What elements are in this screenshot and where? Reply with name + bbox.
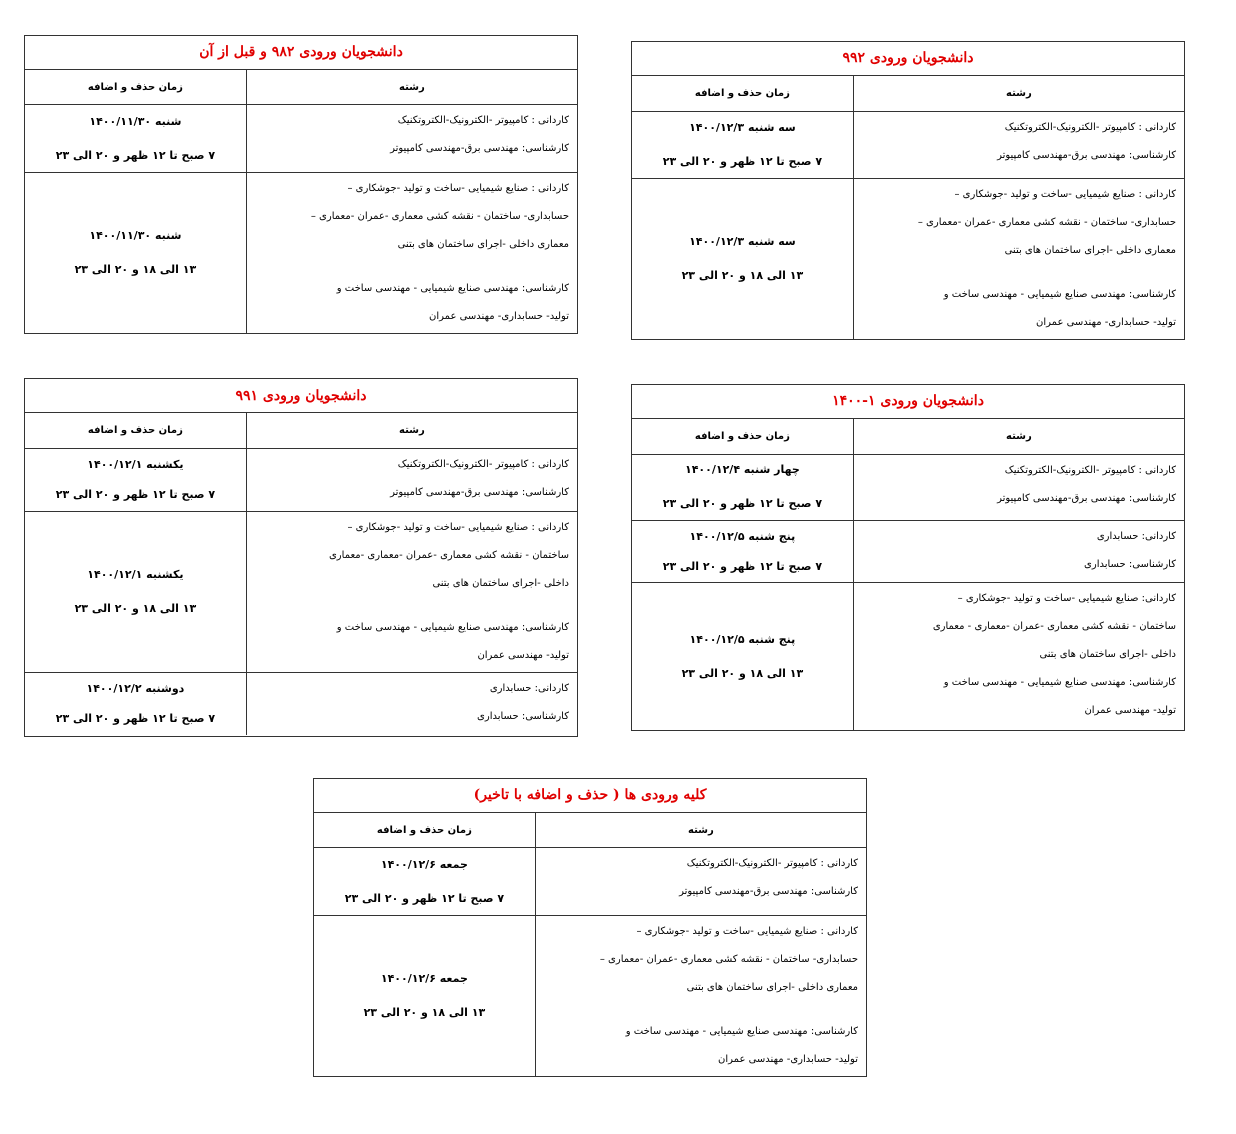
major-lines <box>854 112 1184 172</box>
header-time: زمان حذف و اضافه <box>694 430 790 442</box>
row-hours: ۷ صبح تا ۱۲ ظهر و ۲۰ الی ۲۳ <box>662 497 823 511</box>
table-row <box>25 512 577 673</box>
header-time: زمان حذف و اضافه <box>87 81 183 93</box>
row-hours: ۷ صبح تا ۱۲ ظهر و ۲۰ الی ۲۳ <box>662 559 823 573</box>
row-hours: ۱۳ الی ۱۸ و ۲۰ الی ۲۳ <box>363 1005 486 1019</box>
major-line: معماری داخلی -اجرای ساختمان های بتنی <box>1004 244 1176 256</box>
major-line: کاردانی : صنایع شیمیایی -ساخت و تولید -جوشکاری – <box>347 182 569 194</box>
major-line: کارشناسی: مهندسی صنایع شیمیایی - مهندسی ساخت و <box>943 677 1176 689</box>
major-line: کاردانی : کامپیوتر -الکترونیک-الکتروتکنیک <box>686 858 858 870</box>
table-row <box>632 112 1184 179</box>
row-time-cell <box>314 848 535 915</box>
row-time-cell <box>25 105 246 172</box>
header-major: رشته <box>535 813 866 848</box>
table-title: دانشجویان ورودی ۹۹۱ <box>25 379 577 413</box>
row-date: جمعه ۱۴۰۰/۱۲/۶ <box>380 857 468 871</box>
row-major-cell <box>246 173 577 333</box>
table-row <box>632 455 1184 521</box>
row-major-cell <box>853 583 1184 730</box>
header-major: رشته <box>246 70 577 105</box>
row-date: دوشنبه ۱۴۰۰/۱۲/۲ <box>86 682 185 695</box>
table-title: دانشجویان ورودی ۹۸۲ و قبل از آن <box>25 36 577 70</box>
table-header <box>25 413 577 449</box>
major-line: داخلی -اجرای ساختمان های بتنی <box>1039 649 1176 661</box>
major-line: کاردانی : کامپیوتر -الکترونیک-الکتروتکنیک <box>397 115 569 127</box>
table-row <box>632 179 1184 339</box>
major-line: کارشناسی: مهندسی برق-مهندسی کامپیوتر <box>679 886 858 898</box>
major-lines <box>854 455 1184 515</box>
row-date: پنج شنبه ۱۴۰۰/۱۲/۵ <box>689 529 796 543</box>
row-hours: ۱۳ الی ۱۸ و ۲۰ الی ۲۳ <box>74 602 197 615</box>
major-line: کارشناسی: مهندسی برق-مهندسی کامپیوتر <box>997 149 1176 161</box>
schedule-table-992 <box>631 41 1185 340</box>
row-hours: ۷ صبح تا ۱۲ ظهر و ۲۰ الی ۲۳ <box>55 148 216 162</box>
major-lines <box>536 916 866 1076</box>
row-date: یکشنبه ۱۴۰۰/۱۲/۱ <box>87 458 184 471</box>
row-major-cell <box>853 112 1184 178</box>
line-gap <box>255 259 569 275</box>
table-row <box>314 916 866 1076</box>
major-line: حسابداری- ساختمان - نقشه کشی معماری -عمران -معماری – <box>310 210 569 222</box>
major-lines <box>854 583 1184 727</box>
major-line: تولید- حسابداری- مهندسی عمران <box>718 1053 858 1065</box>
table-row <box>25 449 577 512</box>
row-date: جمعه ۱۴۰۰/۱۲/۶ <box>380 971 468 985</box>
major-line: معماری داخلی -اجرای ساختمان های بتنی <box>686 981 858 993</box>
major-lines <box>247 173 577 333</box>
major-line: معماری داخلی -اجرای ساختمان های بتنی <box>397 238 569 250</box>
major-line: کاردانی: صنایع شیمیایی -ساخت و تولید -جوشکاری – <box>957 593 1176 605</box>
table-row <box>632 583 1184 730</box>
table-row <box>25 673 577 735</box>
header-major: رشته <box>246 413 577 448</box>
major-line: حسابداری- ساختمان - نقشه کشی معماری -عمران -معماری – <box>917 216 1176 228</box>
row-hours: ۱۳ الی ۱۸ و ۲۰ الی ۲۳ <box>681 666 804 680</box>
major-line: کارشناسی: حسابداری <box>1084 558 1176 570</box>
row-time-cell <box>25 449 246 511</box>
row-major-cell <box>246 105 577 172</box>
row-hours: ۷ صبح تا ۱۲ ظهر و ۲۰ الی ۲۳ <box>662 154 823 168</box>
major-line: کاردانی : کامپیوتر -الکترونیک-الکتروتکنیک <box>1004 121 1176 133</box>
major-lines <box>854 179 1184 339</box>
row-date: شنبه ۱۴۰۰/۱۱/۳۰ <box>89 114 182 128</box>
major-line: کاردانی : کامپیوتر -الکترونیک-الکتروتکنیک <box>1004 464 1176 476</box>
header-major: رشته <box>853 76 1184 111</box>
row-major-cell <box>853 455 1184 520</box>
row-time-cell <box>314 916 535 1076</box>
row-hours: ۷ صبح تا ۱۲ ظهر و ۲۰ الی ۲۳ <box>55 712 216 725</box>
row-date: چهار شنبه ۱۴۰۰/۱۲/۴ <box>685 463 800 477</box>
major-lines <box>247 105 577 165</box>
row-date: سه شنبه ۱۴۰۰/۱۲/۳ <box>689 234 796 248</box>
line-gap <box>544 1002 858 1018</box>
major-line: تولید- مهندسی عمران <box>477 650 569 661</box>
row-hours: ۷ صبح تا ۱۲ ظهر و ۲۰ الی ۲۳ <box>55 488 216 501</box>
row-major-cell <box>853 179 1184 339</box>
header-time: زمان حذف و اضافه <box>376 824 472 836</box>
major-lines <box>247 512 577 672</box>
table-title: دانشجویان ورودی ۹۹۲ <box>632 42 1184 76</box>
row-time-cell <box>632 583 853 730</box>
table-header <box>632 76 1184 112</box>
row-hours: ۷ صبح تا ۱۲ ظهر و ۲۰ الی ۲۳ <box>344 891 505 905</box>
row-major-cell <box>246 449 577 511</box>
schedule-table-991 <box>24 378 578 737</box>
row-time-cell <box>25 512 246 672</box>
major-line: ساختمان - نقشه کشی معماری -عمران -معماری -معماری <box>328 550 569 561</box>
major-lines <box>536 848 866 908</box>
row-hours: ۱۳ الی ۱۸ و ۲۰ الی ۲۳ <box>74 262 197 276</box>
row-date: سه شنبه ۱۴۰۰/۱۲/۳ <box>689 120 796 134</box>
table-row <box>632 521 1184 584</box>
line-gap <box>862 265 1176 281</box>
header-time: زمان حذف و اضافه <box>694 87 790 99</box>
header-major: رشته <box>853 419 1184 454</box>
row-major-cell <box>535 916 866 1076</box>
row-time-cell <box>632 112 853 178</box>
table-title: کلیه ورودی ها ( حذف و اضافه با تاخیر) <box>314 779 866 813</box>
row-time-cell <box>25 673 246 735</box>
schedule-table-982 <box>24 35 578 334</box>
table-header <box>314 813 866 849</box>
row-date: پنج شنبه ۱۴۰۰/۱۲/۵ <box>689 632 796 646</box>
row-major-cell <box>535 848 866 915</box>
table-row <box>25 173 577 333</box>
row-time-cell <box>632 179 853 339</box>
row-major-cell <box>246 673 577 735</box>
header-time: زمان حذف و اضافه <box>87 425 183 436</box>
major-lines <box>247 449 577 509</box>
major-line: کاردانی : صنایع شیمیایی -ساخت و تولید -جوشکاری – <box>347 522 569 533</box>
schedule-table-1400-1 <box>631 384 1185 731</box>
major-line: کاردانی: حسابداری <box>1096 530 1176 542</box>
major-line: کارشناسی: مهندسی برق-مهندسی کامپیوتر <box>390 487 569 498</box>
schedule-table-late <box>313 778 867 1077</box>
major-line: ساختمان - نقشه کشی معماری -عمران -معماری - معماری <box>932 621 1176 633</box>
row-date: شنبه ۱۴۰۰/۱۱/۳۰ <box>89 228 182 242</box>
row-time-cell <box>25 173 246 333</box>
row-time-cell <box>632 455 853 520</box>
major-line: کاردانی: حسابداری <box>489 683 569 694</box>
major-line: کارشناسی: حسابداری <box>477 711 569 722</box>
major-lines <box>247 673 577 733</box>
major-line: کارشناسی: مهندسی برق-مهندسی کامپیوتر <box>390 143 569 155</box>
table-row <box>25 105 577 173</box>
major-line: تولید- مهندسی عمران <box>1084 705 1176 717</box>
major-line: حسابداری- ساختمان - نقشه کشی معماری -عمران -معماری – <box>599 953 858 965</box>
table-header <box>25 70 577 106</box>
major-line: تولید- حسابداری- مهندسی عمران <box>1036 316 1176 328</box>
major-line: کارشناسی: مهندسی صنایع شیمیایی - مهندسی ساخت و <box>943 288 1176 300</box>
major-line: داخلی -اجرای ساختمان های بتنی <box>432 578 569 589</box>
row-major-cell <box>246 512 577 672</box>
row-date: یکشنبه ۱۴۰۰/۱۲/۱ <box>87 568 184 581</box>
table-header <box>632 419 1184 455</box>
major-line: کارشناسی: مهندسی صنایع شیمیایی - مهندسی ساخت و <box>336 282 569 294</box>
row-major-cell <box>853 521 1184 583</box>
row-time-cell <box>632 521 853 583</box>
major-line: کارشناسی: مهندسی برق-مهندسی کامپیوتر <box>997 492 1176 504</box>
major-line: کارشناسی: مهندسی صنایع شیمیایی - مهندسی ساخت و <box>625 1025 858 1037</box>
table-title: دانشجویان ورودی ۱-۱۴۰۰ <box>632 385 1184 419</box>
row-hours: ۱۳ الی ۱۸ و ۲۰ الی ۲۳ <box>681 268 804 282</box>
table-row <box>314 848 866 916</box>
major-line: تولید- حسابداری- مهندسی عمران <box>429 310 569 322</box>
major-line: کارشناسی: مهندسی صنایع شیمیایی - مهندسی ساخت و <box>336 622 569 633</box>
line-gap <box>255 598 569 614</box>
major-line: کاردانی : صنایع شیمیایی -ساخت و تولید -جوشکاری – <box>954 188 1176 200</box>
major-line: کاردانی : کامپیوتر -الکترونیک-الکتروتکنیک <box>397 459 569 470</box>
major-lines <box>854 521 1184 581</box>
major-line: کاردانی : صنایع شیمیایی -ساخت و تولید -جوشکاری – <box>636 925 858 937</box>
